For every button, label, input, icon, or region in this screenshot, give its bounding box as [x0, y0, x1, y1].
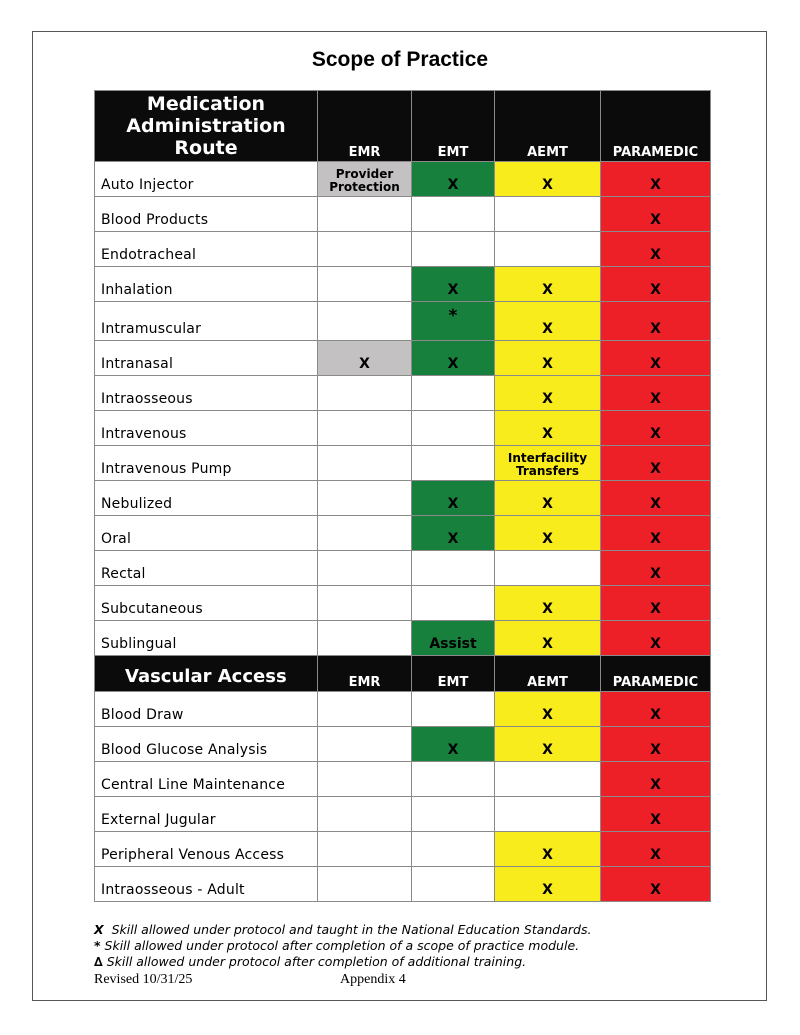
scope-cell-emt: X: [412, 516, 495, 551]
route-name: Intravenous Pump: [95, 446, 318, 481]
table-row: [95, 762, 711, 797]
route-name: Oral: [95, 516, 318, 551]
scope-cell-paramedic: X: [601, 302, 711, 341]
scope-cell-emt: X: [412, 481, 495, 516]
table-row: [95, 376, 711, 411]
scope-cell-emr: [318, 197, 412, 232]
table-row: [95, 267, 711, 302]
route-name: Inhalation: [95, 267, 318, 302]
vascular-col-header-aemt: AEMT: [495, 656, 601, 692]
scope-cell-emt: X: [412, 267, 495, 302]
scope-cell-paramedic: X: [601, 551, 711, 586]
scope-cell-paramedic: X: [601, 411, 711, 446]
scope-cell-paramedic: X: [601, 232, 711, 267]
scope-cell-paramedic: X: [601, 162, 711, 197]
scope-cell-aemt: X: [495, 376, 601, 411]
scope-cell-aemt: X: [495, 411, 601, 446]
legend-item-asterisk: * Skill allowed under protocol after completion of a scope of practice module.: [94, 938, 580, 953]
table-row: [95, 232, 711, 267]
route-name: Blood Draw: [95, 692, 318, 727]
appendix-label: Appendix 4: [340, 972, 406, 987]
scope-cell-emt: [412, 197, 495, 232]
scope-cell-paramedic: X: [601, 341, 711, 376]
table-row: [95, 197, 711, 232]
route-name: Blood Products: [95, 197, 318, 232]
medication-col-header-emr: EMR: [318, 91, 412, 162]
scope-cell-emt: X: [412, 341, 495, 376]
scope-cell-paramedic: X: [601, 516, 711, 551]
scope-cell-emt: [412, 411, 495, 446]
scope-cell-aemt: Interfacility Transfers: [495, 446, 601, 481]
scope-cell-aemt: [495, 551, 601, 586]
scope-cell-aemt: X: [495, 867, 601, 902]
route-name: Intraosseous - Adult: [95, 867, 318, 902]
scope-cell-paramedic: X: [601, 692, 711, 727]
scope-cell-emt: [412, 692, 495, 727]
medication-col-header-paramedic: PARAMEDIC: [601, 91, 711, 162]
scope-cell-emr: [318, 621, 412, 656]
table-row: [95, 411, 711, 446]
scope-cell-aemt: [495, 197, 601, 232]
table-row: [95, 481, 711, 516]
scope-cell-aemt: X: [495, 692, 601, 727]
route-name: Blood Glucose Analysis: [95, 727, 318, 762]
scope-cell-paramedic: X: [601, 446, 711, 481]
scope-cell-emr: [318, 232, 412, 267]
table-row: [95, 551, 711, 586]
route-name: Intravenous: [95, 411, 318, 446]
scope-cell-emt: [412, 551, 495, 586]
scope-cell-emt: [412, 376, 495, 411]
route-name: Nebulized: [95, 481, 318, 516]
scope-cell-emt: X: [412, 162, 495, 197]
scope-cell-aemt: X: [495, 481, 601, 516]
table-row: [95, 446, 711, 481]
scope-cell-paramedic: X: [601, 586, 711, 621]
scope-cell-paramedic: X: [601, 376, 711, 411]
scope-cell-aemt: X: [495, 341, 601, 376]
scope-cell-paramedic: X: [601, 762, 711, 797]
scope-cell-emt: [412, 762, 495, 797]
table-row: [95, 302, 711, 341]
scope-cell-emr: [318, 832, 412, 867]
route-name: External Jugular: [95, 797, 318, 832]
scope-cell-emt: [412, 446, 495, 481]
scope-cell-aemt: [495, 762, 601, 797]
scope-cell-paramedic: X: [601, 267, 711, 302]
scope-cell-emr: [318, 481, 412, 516]
route-name: Intranasal: [95, 341, 318, 376]
scope-cell-aemt: [495, 797, 601, 832]
route-name: Auto Injector: [95, 162, 318, 197]
scope-cell-paramedic: X: [601, 797, 711, 832]
scope-cell-paramedic: X: [601, 867, 711, 902]
scope-cell-aemt: X: [495, 267, 601, 302]
scope-cell-aemt: X: [495, 302, 601, 341]
revised-date: Revised 10/31/25: [94, 972, 193, 987]
scope-cell-emr: [318, 446, 412, 481]
route-name: Subcutaneous: [95, 586, 318, 621]
scope-cell-aemt: X: [495, 727, 601, 762]
scope-cell-emt: [412, 797, 495, 832]
scope-cell-emt: [412, 586, 495, 621]
scope-cell-emr: [318, 867, 412, 902]
route-name: Rectal: [95, 551, 318, 586]
scope-cell-emr: [318, 762, 412, 797]
legend-item-x: X Skill allowed under protocol and taught in the National Education Standards.: [94, 922, 592, 937]
scope-cell-emr: [318, 692, 412, 727]
medication-header-row: [95, 91, 711, 162]
table-row: [95, 692, 711, 727]
route-name: Sublingual: [95, 621, 318, 656]
scope-cell-emr: Provider Protection: [318, 162, 412, 197]
table-row: [95, 586, 711, 621]
route-name: Central Line Maintenance: [95, 762, 318, 797]
medication-col-header-aemt: AEMT: [495, 91, 601, 162]
legend-item-delta: ∆ Skill allowed under protocol after completion of additional training.: [94, 954, 527, 969]
scope-cell-aemt: [495, 232, 601, 267]
vascular-header-row: [95, 656, 711, 692]
table-row: [95, 621, 711, 656]
scope-cell-paramedic: X: [601, 727, 711, 762]
table-row: [95, 832, 711, 867]
scope-cell-emt: *: [412, 302, 495, 341]
scope-cell-paramedic: X: [601, 621, 711, 656]
route-name: Intraosseous: [95, 376, 318, 411]
scope-cell-aemt: X: [495, 586, 601, 621]
route-name: Peripheral Venous Access: [95, 832, 318, 867]
scope-cell-emr: [318, 797, 412, 832]
legend: [94, 922, 591, 970]
scope-cell-emt: [412, 832, 495, 867]
table-row: [95, 341, 711, 376]
table-row: [95, 727, 711, 762]
page-title: Scope of Practice: [311, 48, 489, 71]
table-row: [95, 867, 711, 902]
scope-cell-emr: X: [318, 341, 412, 376]
route-name: Intramuscular: [95, 302, 318, 341]
scope-cell-paramedic: X: [601, 481, 711, 516]
scope-cell-emr: [318, 267, 412, 302]
table-row: [95, 162, 711, 197]
vascular-col-header-emt: EMT: [412, 656, 495, 692]
scope-cell-aemt: X: [495, 516, 601, 551]
scope-cell-emt: [412, 867, 495, 902]
table-row: [95, 516, 711, 551]
scope-cell-paramedic: X: [601, 197, 711, 232]
scope-table: [94, 90, 711, 902]
vascular-col-header-paramedic: PARAMEDIC: [601, 656, 711, 692]
table-row: [95, 797, 711, 832]
scope-cell-emr: [318, 727, 412, 762]
scope-cell-emr: [318, 516, 412, 551]
scope-cell-aemt: X: [495, 162, 601, 197]
route-name: Endotracheal: [95, 232, 318, 267]
scope-cell-emt: [412, 232, 495, 267]
scope-cell-emr: [318, 376, 412, 411]
scope-cell-aemt: X: [495, 621, 601, 656]
footer: [94, 972, 494, 988]
scope-cell-aemt: X: [495, 832, 601, 867]
scope-cell-emt: X: [412, 727, 495, 762]
scope-cell-emr: [318, 302, 412, 341]
scope-cell-emr: [318, 551, 412, 586]
vascular-col-header-emr: EMR: [318, 656, 412, 692]
scope-cell-emt: Assist: [412, 621, 495, 656]
medication-header-title: Medication Administration Route: [95, 91, 318, 162]
medication-col-header-emt: EMT: [412, 91, 495, 162]
vascular-header-title: Vascular Access: [95, 656, 318, 692]
scope-cell-emr: [318, 411, 412, 446]
scope-cell-paramedic: X: [601, 832, 711, 867]
scope-cell-emr: [318, 586, 412, 621]
